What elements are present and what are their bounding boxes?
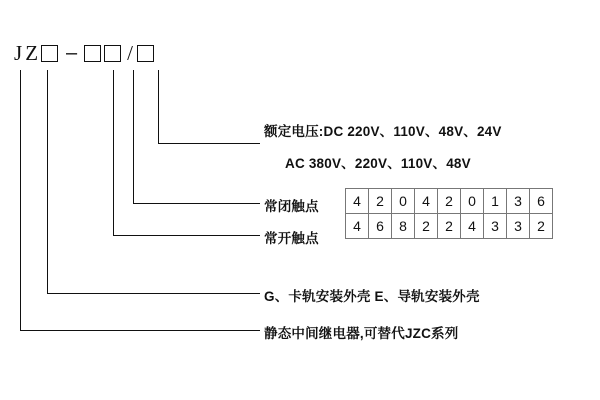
code-dash: – bbox=[66, 42, 78, 64]
label-rated-voltage-line2: AC 380V、220V、110V、48V bbox=[285, 156, 471, 171]
contact-table bbox=[345, 188, 553, 239]
label-rated-voltage-line1: 额定电压:DC 220V、110V、48V、24V bbox=[264, 124, 502, 139]
table-cell: 2 bbox=[369, 189, 392, 214]
table-cell: 2 bbox=[438, 214, 461, 239]
code-box-4 bbox=[137, 45, 154, 62]
leader-line-voltage-horizontal bbox=[158, 143, 260, 144]
code-letter-j: J bbox=[14, 40, 24, 65]
code-box-1 bbox=[41, 45, 58, 62]
leader-line-no-vertical bbox=[113, 70, 114, 236]
table-cell: 4 bbox=[415, 189, 438, 214]
table-cell: 4 bbox=[346, 214, 369, 239]
table-cell: 6 bbox=[369, 214, 392, 239]
table-cell: 2 bbox=[415, 214, 438, 239]
code-box-3 bbox=[104, 45, 121, 62]
table-cell: 0 bbox=[461, 189, 484, 214]
table-cell: 2 bbox=[438, 189, 461, 214]
table-cell: 2 bbox=[530, 214, 553, 239]
table-cell: 6 bbox=[530, 189, 553, 214]
table-cell: 4 bbox=[346, 189, 369, 214]
leader-line-product-vertical bbox=[20, 70, 21, 331]
leader-line-enclosure-horizontal bbox=[47, 293, 260, 294]
label-enclosure: G、卡轨安装外壳 E、导轨安装外壳 bbox=[264, 289, 480, 304]
table-cell: 1 bbox=[484, 189, 507, 214]
contact-table-body bbox=[346, 189, 553, 239]
table-cell: 0 bbox=[392, 189, 415, 214]
table-cell: 3 bbox=[507, 189, 530, 214]
code-slash: / bbox=[127, 40, 133, 65]
label-product: 静态中间继电器,可替代JZC系列 bbox=[264, 326, 459, 341]
table-cell: 3 bbox=[484, 214, 507, 239]
table-row bbox=[346, 189, 553, 214]
leader-line-nc-vertical bbox=[133, 70, 134, 204]
leader-line-nc-horizontal bbox=[133, 203, 260, 204]
code-letter-z: Z bbox=[25, 40, 40, 65]
leader-line-product-horizontal bbox=[20, 330, 260, 331]
table-cell: 8 bbox=[392, 214, 415, 239]
table-cell: 3 bbox=[507, 214, 530, 239]
table-row bbox=[346, 214, 553, 239]
leader-line-no-horizontal bbox=[113, 235, 260, 236]
leader-line-voltage-vertical bbox=[158, 70, 159, 144]
model-code bbox=[14, 38, 157, 68]
label-normally-closed: 常闭触点 bbox=[264, 199, 319, 214]
table-cell: 4 bbox=[461, 214, 484, 239]
label-normally-open: 常开触点 bbox=[264, 231, 319, 246]
leader-line-enclosure-vertical bbox=[47, 70, 48, 294]
code-box-2 bbox=[84, 45, 101, 62]
